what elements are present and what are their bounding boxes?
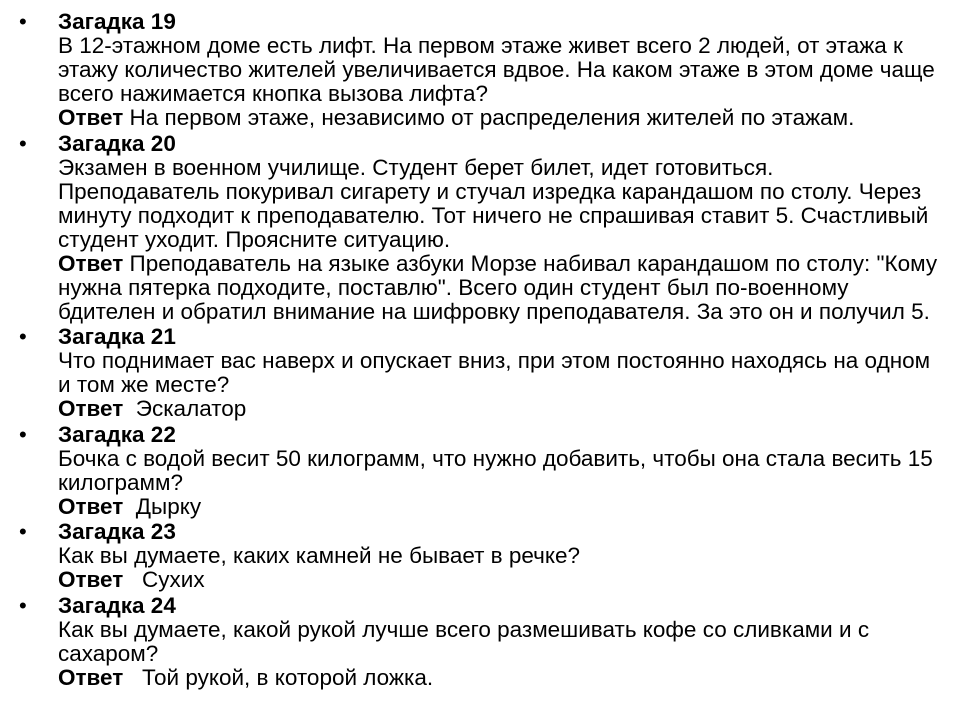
answer-text: Сухих (123, 567, 205, 592)
riddle-title: Загадка 20 (58, 130, 176, 156)
riddle-answer-line (58, 250, 944, 324)
answer-label: Ответ (58, 105, 124, 130)
bullet-icon: • (19, 9, 27, 34)
riddle-title: Загадка 23 (58, 519, 176, 544)
answer-text: На первом этаже, независимо от распределения жителей по этажам. (123, 105, 855, 130)
riddle-title: Загадка 21 (58, 324, 176, 349)
riddle-answer-line (58, 397, 940, 421)
riddle-item (19, 592, 940, 690)
riddle-question: Как вы думаете, какой рукой лучше всего размешивать кофе со сливками и с сахаром? (58, 616, 876, 666)
riddle-item (19, 9, 941, 130)
answer-label: Ответ (58, 567, 124, 592)
riddle-answer-line (58, 568, 940, 592)
riddle-answer-line (58, 495, 940, 519)
answer-label: Ответ (58, 493, 124, 519)
riddle-title: Загадка 24 (58, 592, 176, 618)
riddle-question: Как вы думаете, каких камней не бывает в речке? (58, 543, 580, 568)
bullet-icon: • (19, 592, 27, 618)
bullet-icon: • (19, 324, 27, 349)
riddle-title: Загадка 22 (58, 421, 176, 447)
answer-text: Той рукой, в которой ложка. (123, 664, 434, 690)
riddle-question: Экзамен в военном училище. Студент берет билет, идет готовиться. Преподаватель покуривал сигарету и стучал изредка карандашом по столу. Через минуту подходит к преподавателю. Тот ничего не спрашивая ставит 5. Счастливый студент уходит. Проясните ситуацию. (58, 154, 935, 252)
bullet-icon: • (19, 130, 27, 156)
answer-label: Ответ (58, 396, 124, 421)
riddle-question: Бочка с водой весит 50 килограмм, что нужно добавить, чтобы она стала весить 15 килограмм? (58, 445, 940, 495)
riddle-question: В 12-этажном доме есть лифт. На первом этаже живет всего 2 людей, от этажа к этажу количество жителей увеличивается вдвое. На каком этаже в этом доме чаще всего нажимается кнопка вызова лифта? (58, 33, 941, 106)
answer-label: Ответ (58, 664, 124, 690)
bullet-icon: • (19, 421, 27, 447)
answer-text: Дырку (123, 493, 202, 519)
riddle-title: Загадка 19 (58, 9, 176, 34)
answer-text: Эскалатор (123, 396, 247, 421)
bullet-icon: • (19, 519, 27, 544)
riddle-item (19, 130, 944, 324)
riddle-answer-line (58, 666, 940, 690)
riddle-answer-line (58, 106, 940, 130)
riddle-item (19, 421, 940, 519)
riddle-item (19, 324, 940, 421)
answer-label: Ответ (58, 250, 124, 276)
answer-text: Преподаватель на языке азбуки Морзе набивал карандашом по столу: "Кому нужна пятерка подходите, поставлю". Всего один студент был по-военному бдителен и обратил внимание на шифровку преподавателя. За это он и получил 5. (58, 250, 944, 324)
riddle-question: Что поднимает вас наверх и опускает вниз, при этом постоянно находясь на одном и том же месте? (58, 348, 937, 397)
riddle-item (19, 519, 940, 592)
